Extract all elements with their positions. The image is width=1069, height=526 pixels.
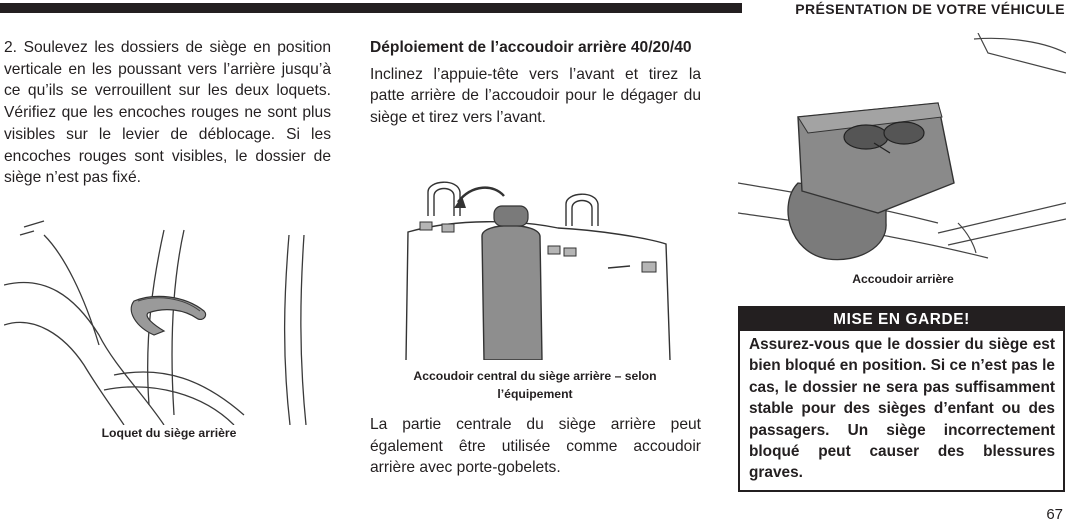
seat-latch-paragraph: 2. Soulevez les dossiers de siège en position verticale en les poussant vers l’arrière jusqu’à ce qu’ils se verrouillent sur les deux loquets. Vérifiez que les encoches rouges ne sont plus visibles sur le levier de déblocage. Si les encoches rouges sont visibles, le dossier de siège n’est pas fixé. <box>4 39 331 187</box>
warning-text: Assurez-vous que le dossier du siège est bien bloqué en position. Si ce n’est pas le cas, le dossier ne sera pas suffisamment stable pour des sièges d’enfant ou des passagers. Un siège incorrectement bloqué peut causer des blessures graves. <box>749 336 1055 482</box>
page-number: 67 <box>1046 506 1063 523</box>
header-rule <box>0 3 742 13</box>
left-column <box>4 37 331 189</box>
seat-latch-illustration <box>4 215 334 425</box>
section-title: PRÉSENTATION DE VOTRE VÉHICULE <box>795 1 1065 17</box>
warning-title: MISE EN GARDE! <box>740 308 1063 331</box>
seat-latch-caption: Loquet du siège arrière <box>101 426 237 440</box>
warning-box <box>738 306 1065 492</box>
middle-column <box>370 37 701 129</box>
center-armrest-caption: Accoudoir central du siège arrière – selon l’équipement <box>413 369 657 401</box>
middle-column-lower <box>370 414 701 479</box>
rear-armrest-caption: Accoudoir arrière <box>852 272 954 286</box>
armrest-cupholder-paragraph: La partie centrale du siège arrière peut également être utilisée comme accoudoir arrière avec porte-gobelets. <box>370 416 701 477</box>
rear-armrest-illustration <box>738 33 1066 265</box>
armrest-deploy-heading: Déploiement de l’accoudoir arrière 40/20/40 <box>370 39 692 56</box>
armrest-deploy-paragraph: Inclinez l’appuie-tête vers l’avant et tirez la patte arrière de l’accoudoir pour le dégager du siège et tirez vers l’avant. <box>370 65 701 127</box>
center-armrest-illustration <box>398 172 688 360</box>
